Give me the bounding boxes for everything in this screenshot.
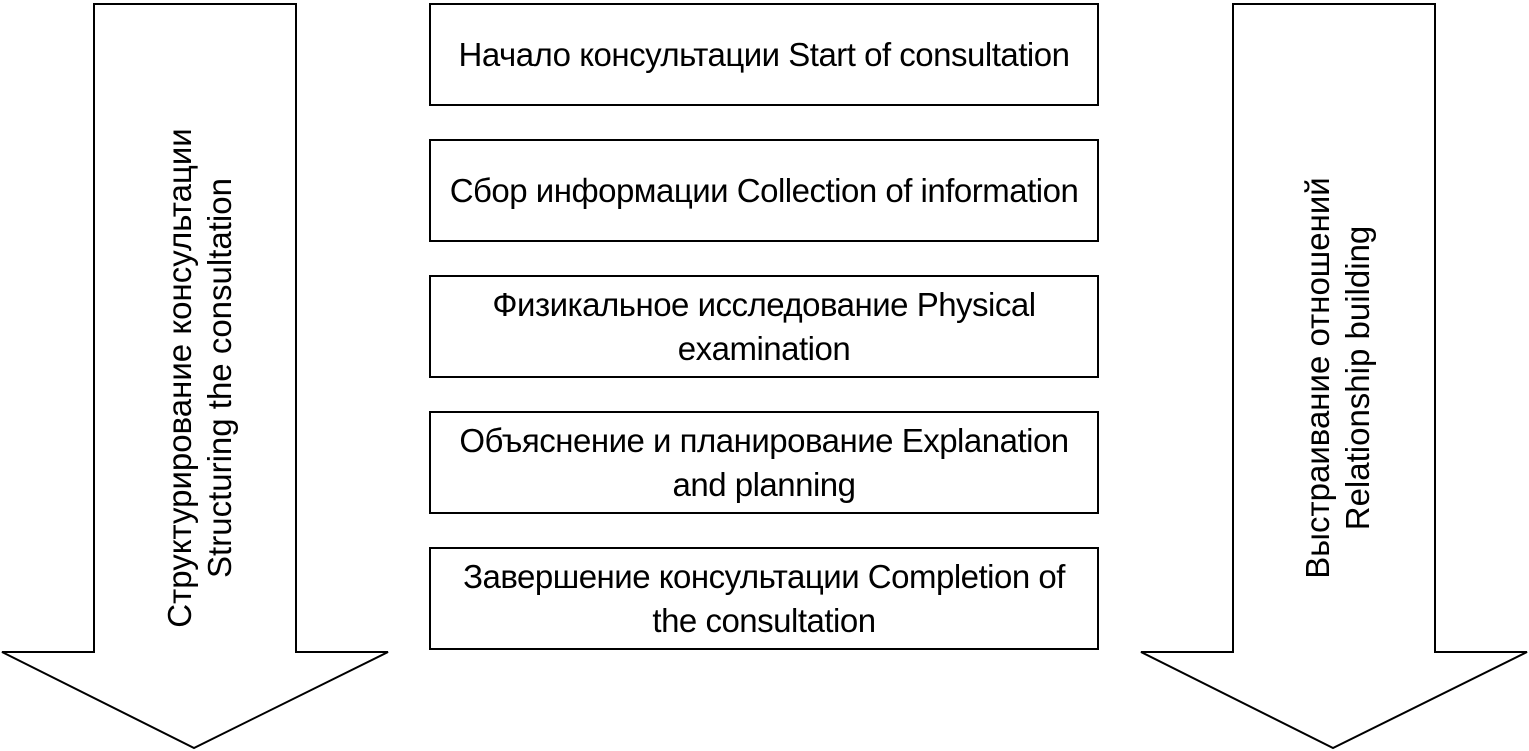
step-label: Объяснение и планирование Explanation and planning [459, 421, 1069, 503]
right-arrow [1139, 0, 1529, 751]
left-arrow-label-line1: Структурирование консультации [161, 128, 198, 628]
step-box-start [429, 3, 1099, 106]
step-box-explanation [429, 411, 1099, 514]
step-label: Завершение консультации Completion of the consultation [463, 557, 1065, 639]
step-box-collection [429, 139, 1099, 242]
step-label: Сбор информации Collection of information [449, 171, 1079, 209]
left-arrow-label-line2: Structuring the consultation [201, 178, 238, 578]
right-arrow-label-line1: Выстраивание отношений [1299, 177, 1336, 579]
right-arrow-label-line2: Relationship building [1339, 225, 1376, 531]
step-box-completion [429, 547, 1099, 650]
step-label: Начало консультации Start of consultation [458, 35, 1070, 73]
step-label: Физикальное исследование Physical examination [492, 285, 1036, 367]
left-arrow [0, 0, 392, 751]
step-box-examination [429, 275, 1099, 378]
